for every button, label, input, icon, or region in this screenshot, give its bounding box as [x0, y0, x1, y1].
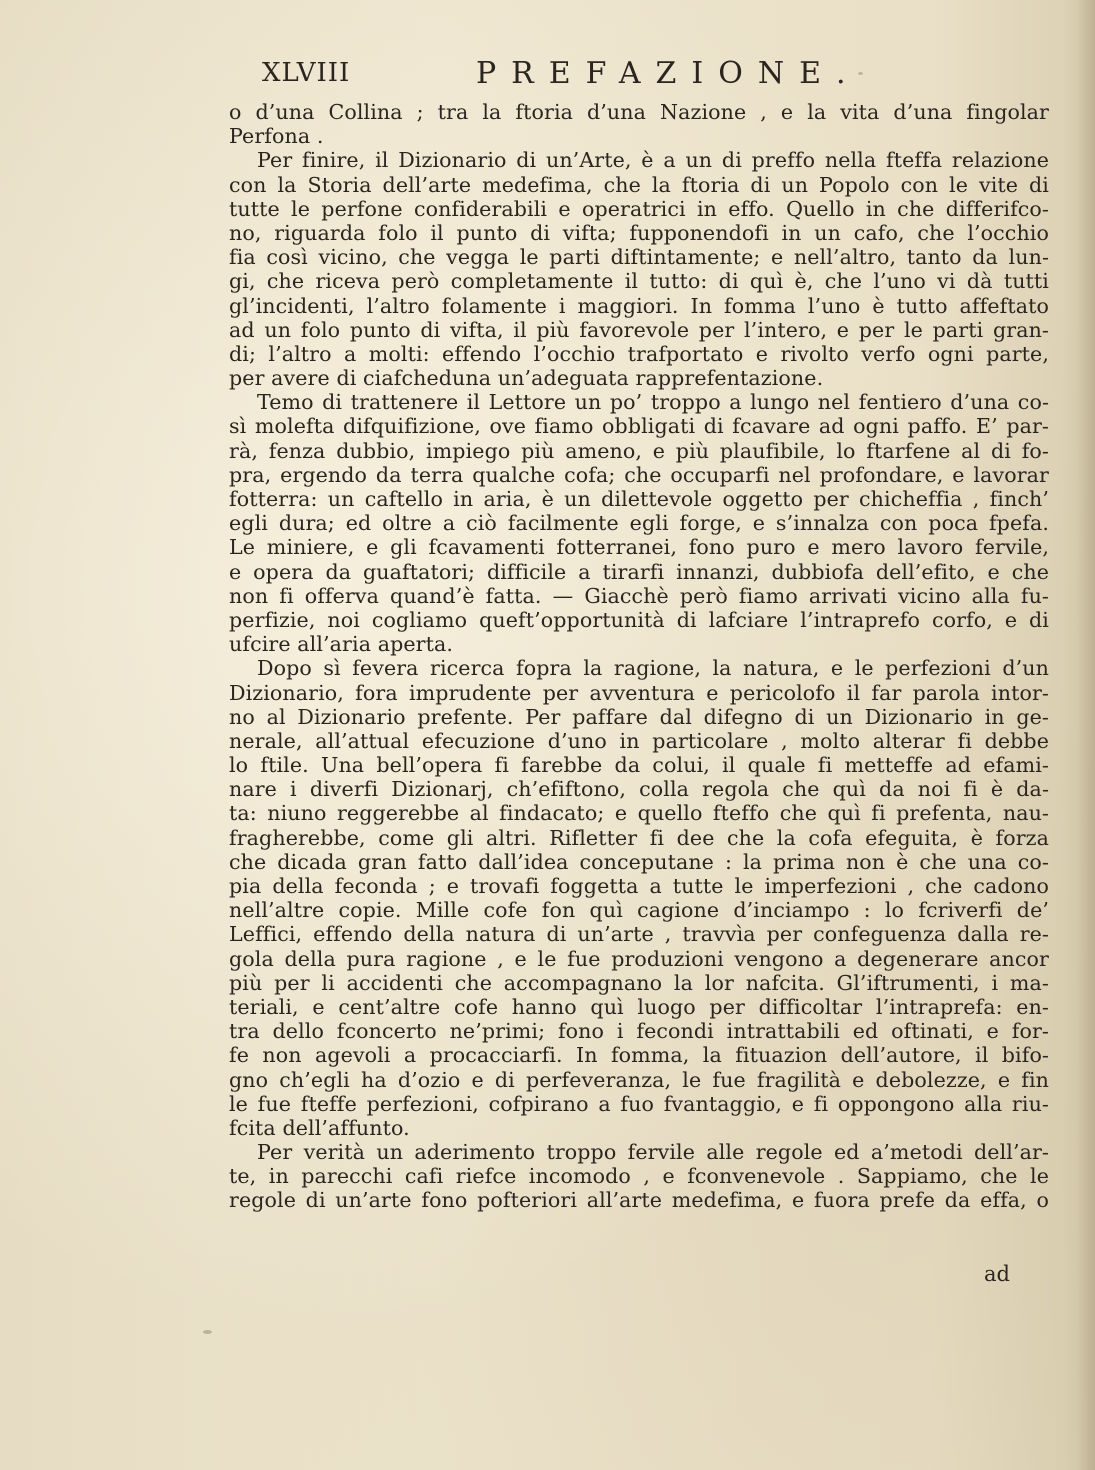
text-line: gi, che riceva però completamente il tutto: di quì è, che l’uno vi dà tutti	[229, 269, 1049, 294]
text-line: teriali, e cent’altre cofe hanno quì luogo per difficoltar l’intraprefa: en-	[229, 994, 1049, 1019]
text-line: non fi offerva quand’è fatta. — Giacchè però fiamo arrivati vicino alla fu-	[229, 583, 1049, 608]
text-line: Temo di trattenere il Lettore un po’ troppo a lungo nel fentiero d’una co-	[257, 390, 1049, 415]
text-line: ad un folo punto di vifta, il più favorevole per l’intero, e per le parti gran-	[229, 317, 1049, 342]
text-line: Perfona .	[229, 124, 324, 149]
text-line: ta: niuno reggerebbe al findacato; e quello fteffo che quì fi prefenta, nau-	[229, 801, 1049, 826]
text-line: no al Dizionario prefente. Per paffare dal difegno di un Dizionario in ge-	[229, 704, 1049, 729]
text-line: più per li accidenti che accompagnano la lor nafcita. Gl’iftrumenti, i ma-	[229, 970, 1049, 995]
text-line: regole di un’arte fono pofteriori all’arte medefima, e fuora prefe da effa, o	[229, 1188, 1049, 1213]
text-line: fe non agevoli a procacciarfi. In fomma, la fituazion dell’autore, il bifo-	[229, 1043, 1049, 1068]
body-text	[229, 100, 1049, 1213]
text-line: gl’incidenti, l’altro folamente i maggiori. In fomma l’uno è tutto affeftato	[229, 293, 1049, 318]
text-line: fcita dell’affunto.	[229, 1115, 410, 1140]
page-edge-shadow	[1077, 0, 1095, 1470]
text-line: Leffici, effendo della natura di un’arte , travvìa per confeguenza dalla re-	[229, 922, 1049, 947]
text-line: per avere di ciafcheduna un’adeguata rapprefentazione.	[229, 366, 824, 391]
text-line: fia così vicino, che vegga le parti diftintamente; e nell’altro, tanto da lun-	[229, 245, 1049, 270]
ink-spot	[858, 72, 863, 75]
text-line: pra, ergendo da terra qualche cofa; che occuparfi nel profondare, e lavorar	[229, 462, 1049, 487]
text-line: fragherebbe, come gli altri. Rifletter fi dee che la cofa efeguita, è forza	[229, 825, 1049, 850]
text-line: di; l’altro a molti: effendo l’occhio trafportato e rivolto verfo ogni parte,	[229, 341, 1049, 366]
text-line: tra dello fconcerto ne’primi; fono i fecondi intrattabili ed oftinati, e for-	[229, 1019, 1049, 1044]
text-line: egli dura; ed oltre a ciò facilmente egli forge, e s’innalza con poca fpefa.	[229, 511, 1049, 536]
text-line: Dizionario, fora imprudente per avventura e pericolofo il far parola intor-	[229, 680, 1049, 705]
page-number: XLVIII	[262, 58, 351, 88]
text-line: Per finire, il Dizionario di un’Arte, è a un di preffo nella fteffa relazione	[257, 148, 1049, 173]
text-line: lo ftile. Una bell’opera fi farebbe da colui, il quale fi metteffe ad efami-	[229, 753, 1049, 778]
text-line: nerale, all’attual efecuzione d’uno in particolare , molto alterar fi debbe	[229, 728, 1049, 753]
text-line: che dicada gran fatto dall’idea conceputane : la prima non è che una co-	[229, 849, 1049, 874]
catchword: ad	[984, 1262, 1010, 1286]
text-line: nell’altre copie. Mille cofe fon quì cagione d’inciampo : lo fcriverfi de’	[229, 898, 1049, 923]
text-line: pia della feconda ; e trovafi foggetta a tutte le imperfezioni , che cadono	[229, 874, 1049, 898]
text-line: gno ch’egli ha d’ozio e di perfeveranza, le fue fragilità e debolezze, e fin	[229, 1067, 1049, 1092]
text-line: e opera da guaftatori; difficile a tirarfi innanzi, dubbiofa dell’efito, e che	[229, 559, 1049, 584]
text-line: tutte le perfone confiderabili e operatrici in effo. Quello in che differifco-	[229, 196, 1049, 221]
text-line: gola della pura ragione , e le fue produzioni vengono a degenerare ancor	[229, 946, 1049, 971]
text-line: te, in parecchi cafi riefce incomodo , e fconvenevole . Sappiamo, che le	[229, 1164, 1049, 1189]
text-line: rà, fenza dubbio, impiego più ameno, e più plaufibile, lo ftarfene al di fo-	[229, 438, 1049, 463]
running-title: PREFAZIONE.	[476, 56, 861, 91]
text-line: Dopo sì fevera ricerca fopra la ragione, la natura, e le perfezioni d’un	[257, 656, 1049, 681]
text-line: con la Storia dell’arte medefima, che la ftoria di un Popolo con le vite di	[229, 172, 1049, 197]
text-line: no, riguarda folo il punto di vifta; fupponendofi in un cafo, che l’occhio	[229, 220, 1049, 245]
text-line: ufcire all’aria aperta.	[229, 632, 454, 657]
text-line: le fue fteffe perfezioni, cofpirano a fuo fvantaggio, e fi oppongono alla riu-	[229, 1091, 1049, 1116]
text-line: nare i diverfi Dizionarj, ch’efiftono, colla regola che quì da noi fi è da-	[229, 777, 1049, 802]
text-line: Per verità un aderimento troppo fervile alle regole ed a’metodi dell’ar-	[257, 1140, 1049, 1165]
page-header	[262, 58, 882, 98]
text-line: o d’una Collina ; tra la ftoria d’una Nazione , e la vita d’una fingolar	[229, 100, 1049, 124]
text-line: Le miniere, e gli fcavamenti fotterranei, fono puro e mero lavoro fervile,	[229, 535, 1049, 560]
text-line: perfizie, noi cogliamo queft’opportunità di lafciare l’intraprefo corfo, e di	[229, 607, 1049, 632]
text-line: fotterra: un caftello in aria, è un dilettevole oggetto per chicheffia , finch’	[229, 487, 1049, 511]
text-line: sì molefta difquifizione, ove fiamo obbligati di fcavare ad ogni paffo. E’ par-	[229, 414, 1049, 439]
ink-spot	[203, 1330, 212, 1334]
